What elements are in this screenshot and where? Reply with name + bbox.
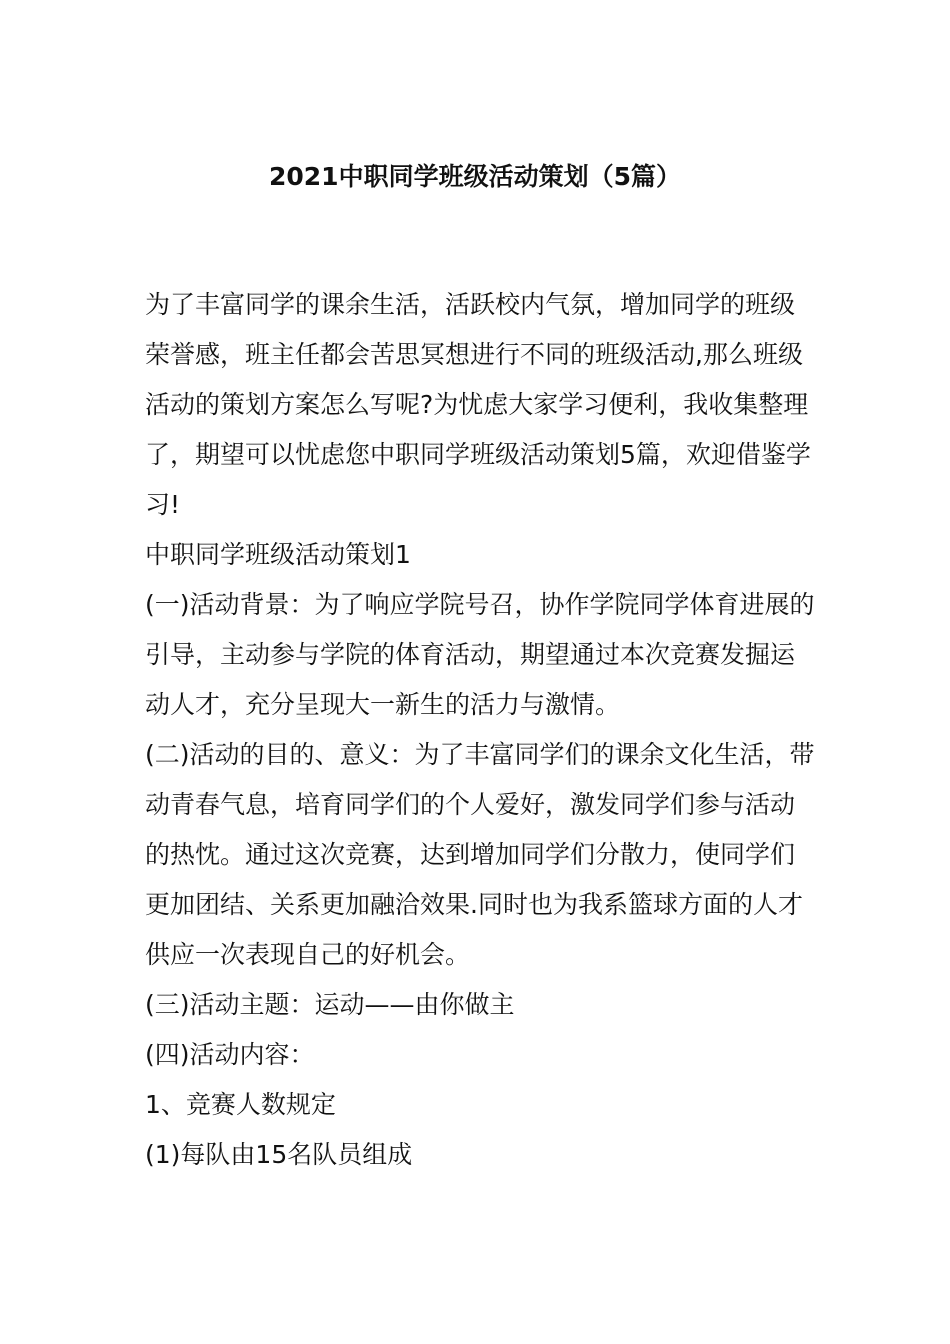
paragraph-rule-item: (1)每队由15名队员组成 — [145, 1140, 413, 1169]
paragraph-rule-heading: 1、竞赛人数规定 — [145, 1090, 336, 1119]
paragraph-content-heading: (四)活动内容： — [145, 1040, 315, 1069]
document-title: 2021中职同学班级活动策划（5篇） — [269, 162, 681, 191]
paragraph-theme: (三)活动主题：运动——由你做主 — [145, 990, 515, 1019]
paragraph-background: (一)活动背景：为了响应学院号召，协作学院同学体育进展的引导，主动参与学院的体育活动，期望通过本次竞赛发掘运动人才，充分呈现大一新生的活力与激情。 — [145, 590, 815, 719]
section-heading: 中职同学班级活动策划1 — [145, 540, 411, 569]
paragraph-purpose: (二)活动的目的、意义：为了丰富同学们的课余文化生活，带动青春气息，培育同学们的个人爱好，激发同学们参与活动的热忱。通过这次竞赛，达到增加同学们分散力，使同学们更加团结、关系更加融洽效果.同时也为我系篮球方面的人才供应一次表现自己的好机会。 — [145, 740, 815, 969]
intro-paragraph: 为了丰富同学的课余生活，活跃校内气氛，增加同学的班级荣誉感，班主任都会苦思冥想进行不同的班级活动,那么班级活动的策划方案怎么写呢?为忧虑大家学习便利，我收集整理了，期望可以忧虑您中职同学班级活动策划5篇，欢迎借鉴学习! — [145, 290, 811, 519]
document-body — [145, 280, 815, 1180]
